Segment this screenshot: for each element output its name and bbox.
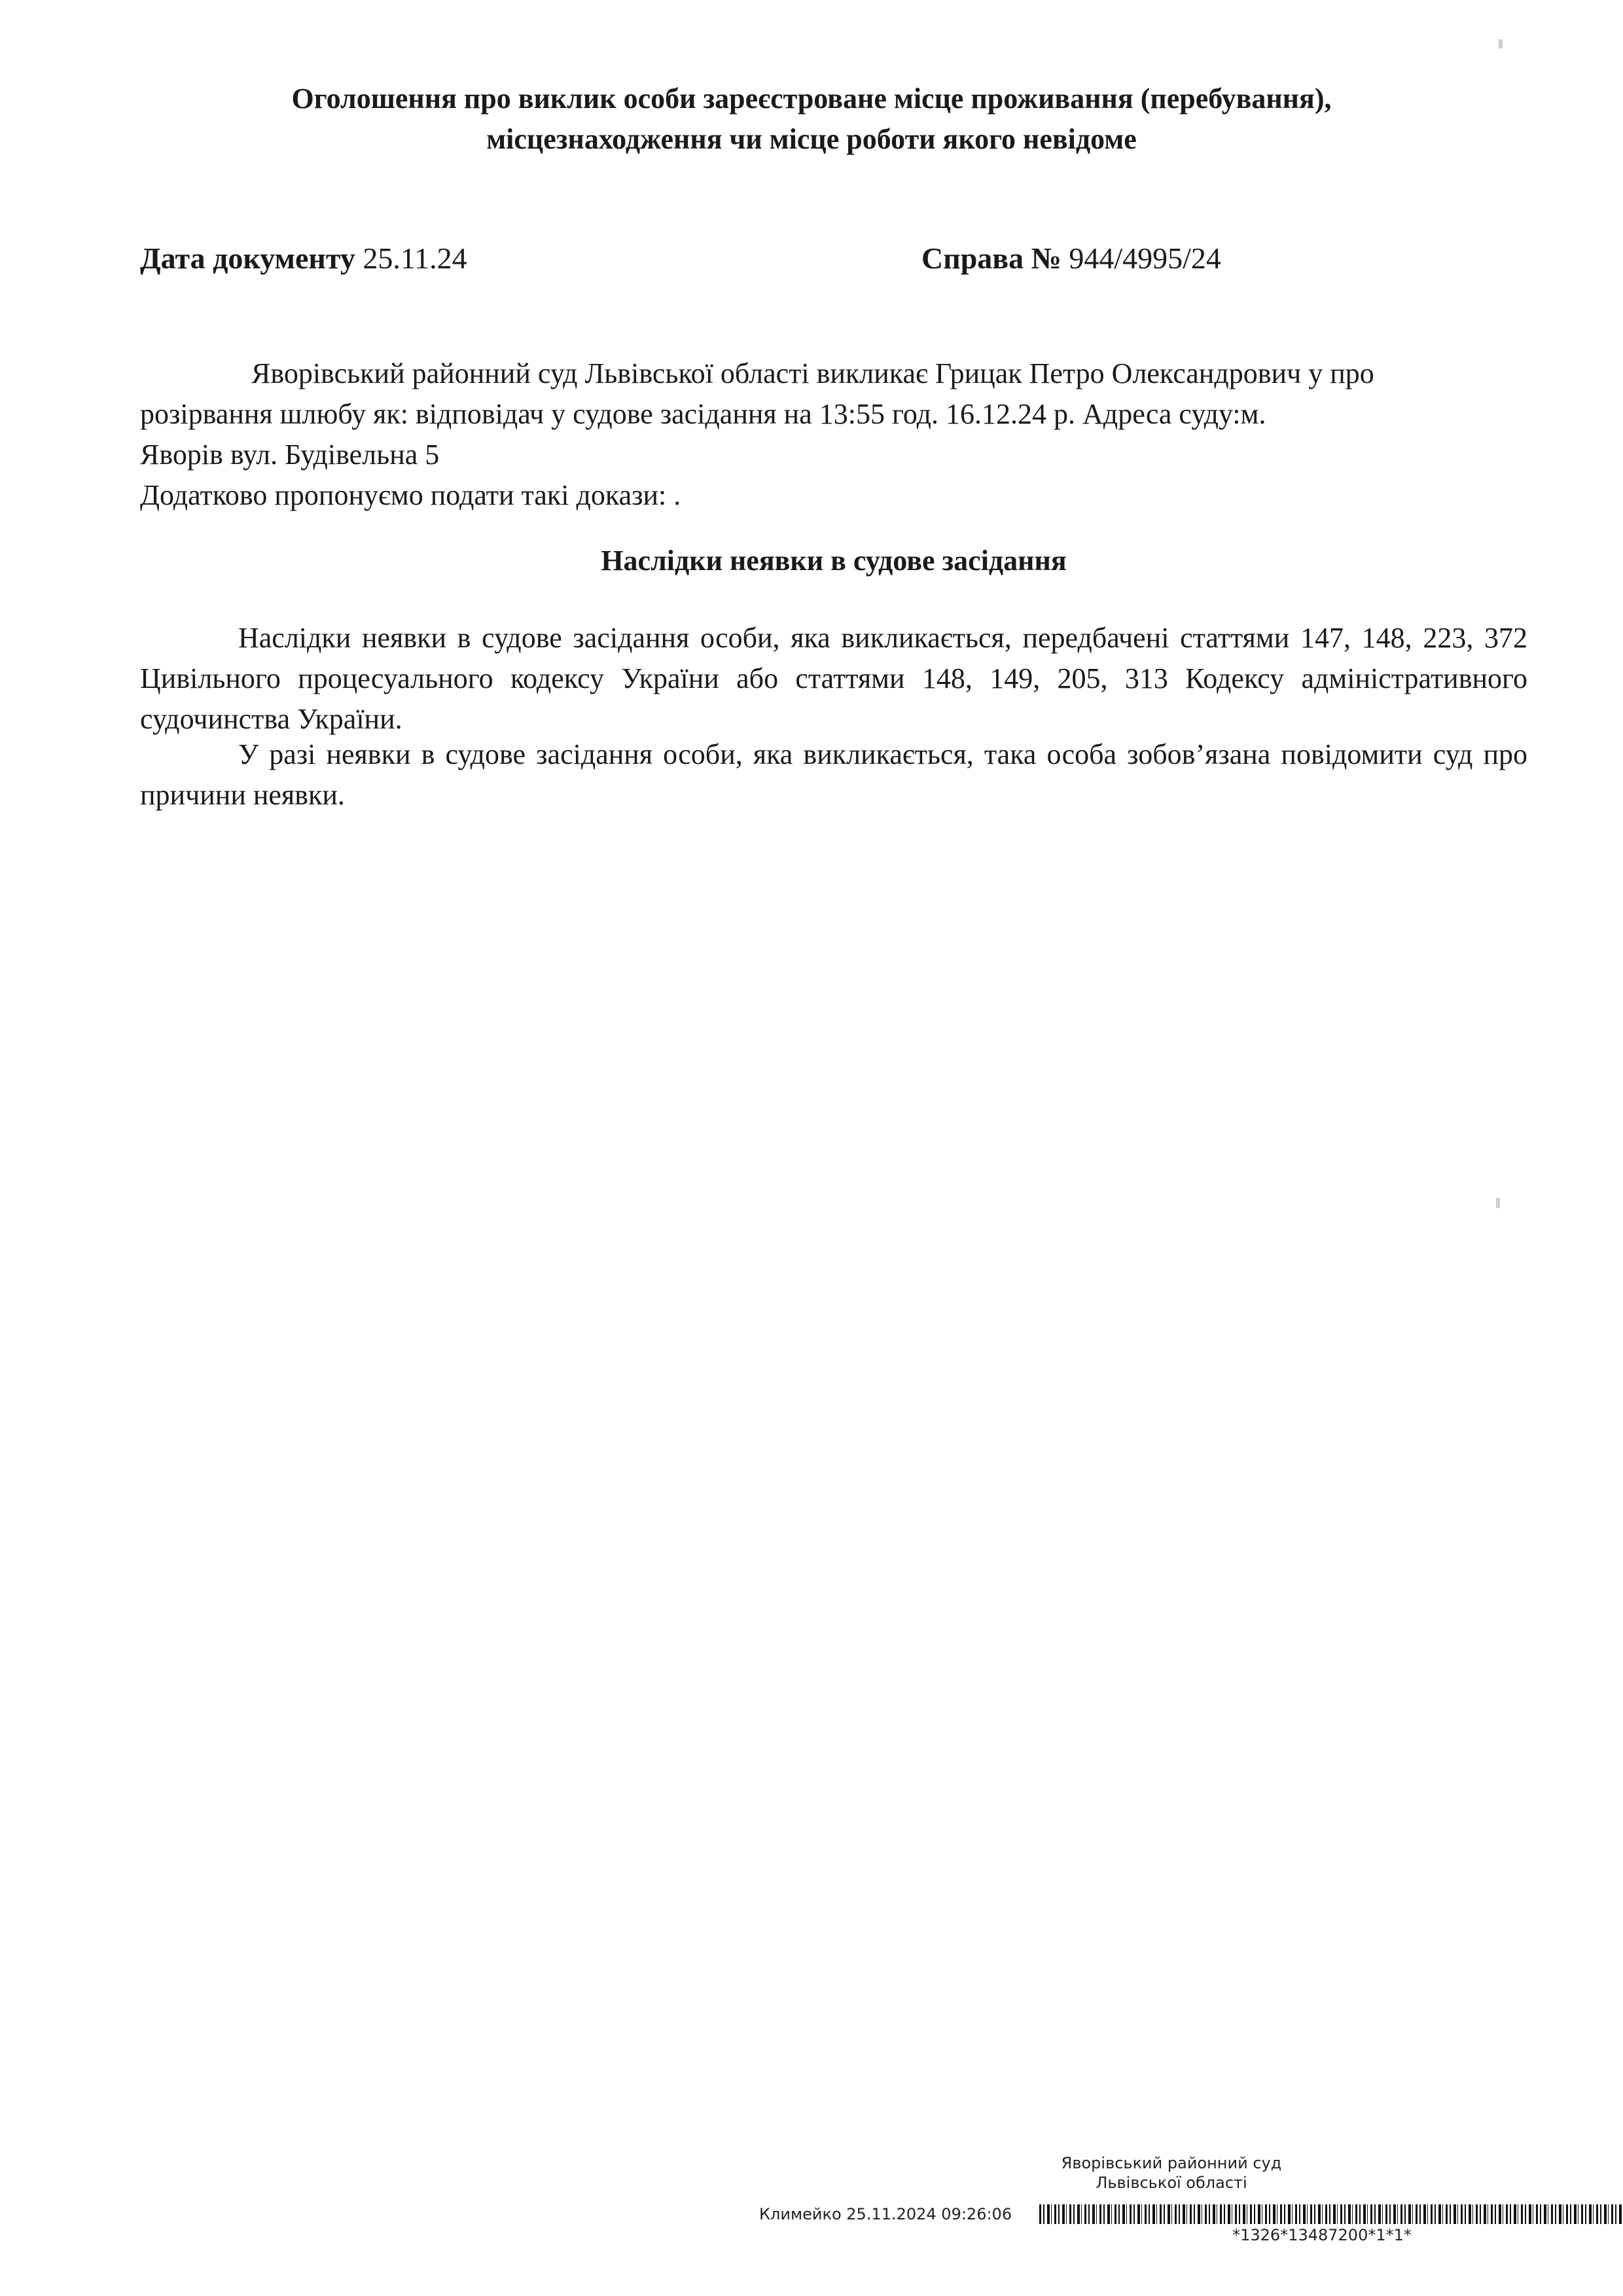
consequences-paragraph-2 — [140, 734, 1527, 816]
title-line-2: місцезнаходження чи місце роботи якого невідоме — [486, 123, 1137, 155]
scan-artifact — [1499, 39, 1503, 48]
document-date — [140, 236, 467, 281]
summons-line-2: розірвання шлюбу як: відповідач у судове засідання на 13:55 год. 16.12.24 р. Адреса суду:м. — [140, 398, 1266, 430]
case-value: 944/4995/24 — [1069, 242, 1221, 275]
consequences-heading: Наслідки неявки в судове засідання — [601, 545, 1067, 577]
case-number — [921, 236, 1221, 281]
consequences-text-1: Наслідки неявки в судове засідання особи, яка викликається, передбачені статтями 147, 148, 223, 372 Цивільного процесуального кодексу України або статтями 148, 149, 205, 313 Кодексу адміністративного судочинства України. — [140, 622, 1527, 735]
summons-line-1: Яворівський районний суд Львівської області викликає Грицак Петро Олександрович у про — [251, 357, 1374, 389]
registration-stamp — [759, 2153, 1544, 2284]
date-value: 25.11.24 — [363, 242, 467, 275]
barcode — [1039, 2204, 1623, 2224]
stamp-signer: Климейко 25.11.2024 09:26:06 — [759, 2205, 1012, 2223]
stamp-court-line-1: Яворівський районний суд — [1061, 2154, 1282, 2172]
scan-artifact — [1496, 1198, 1500, 1208]
stamp-court-line-2: Львівської області — [1096, 2174, 1247, 2192]
consequences-text-2: У разі неявки в судове засідання особи, яка викликається, така особа зобов’язана повідомити суд про причини неявки. — [140, 738, 1527, 811]
document-title — [131, 79, 1492, 160]
consequences-paragraph-1 — [140, 618, 1527, 740]
summons-line-4: Додатково пропонуємо подати такі докази: . — [140, 479, 681, 511]
stamp-court-name — [975, 2153, 1368, 2193]
title-line-1: Оголошення про виклик особи зареєстроване місце проживання (перебування), — [291, 82, 1332, 115]
summons-line-3: Яворів вул. Будівельна 5 — [140, 439, 440, 471]
date-label: Дата документу — [140, 242, 355, 275]
barcode-number: *1326*13487200*1*1* — [1232, 2226, 1412, 2244]
case-label: Справа № — [921, 242, 1061, 275]
document-meta — [140, 236, 1527, 281]
summons-paragraph — [140, 353, 1527, 516]
